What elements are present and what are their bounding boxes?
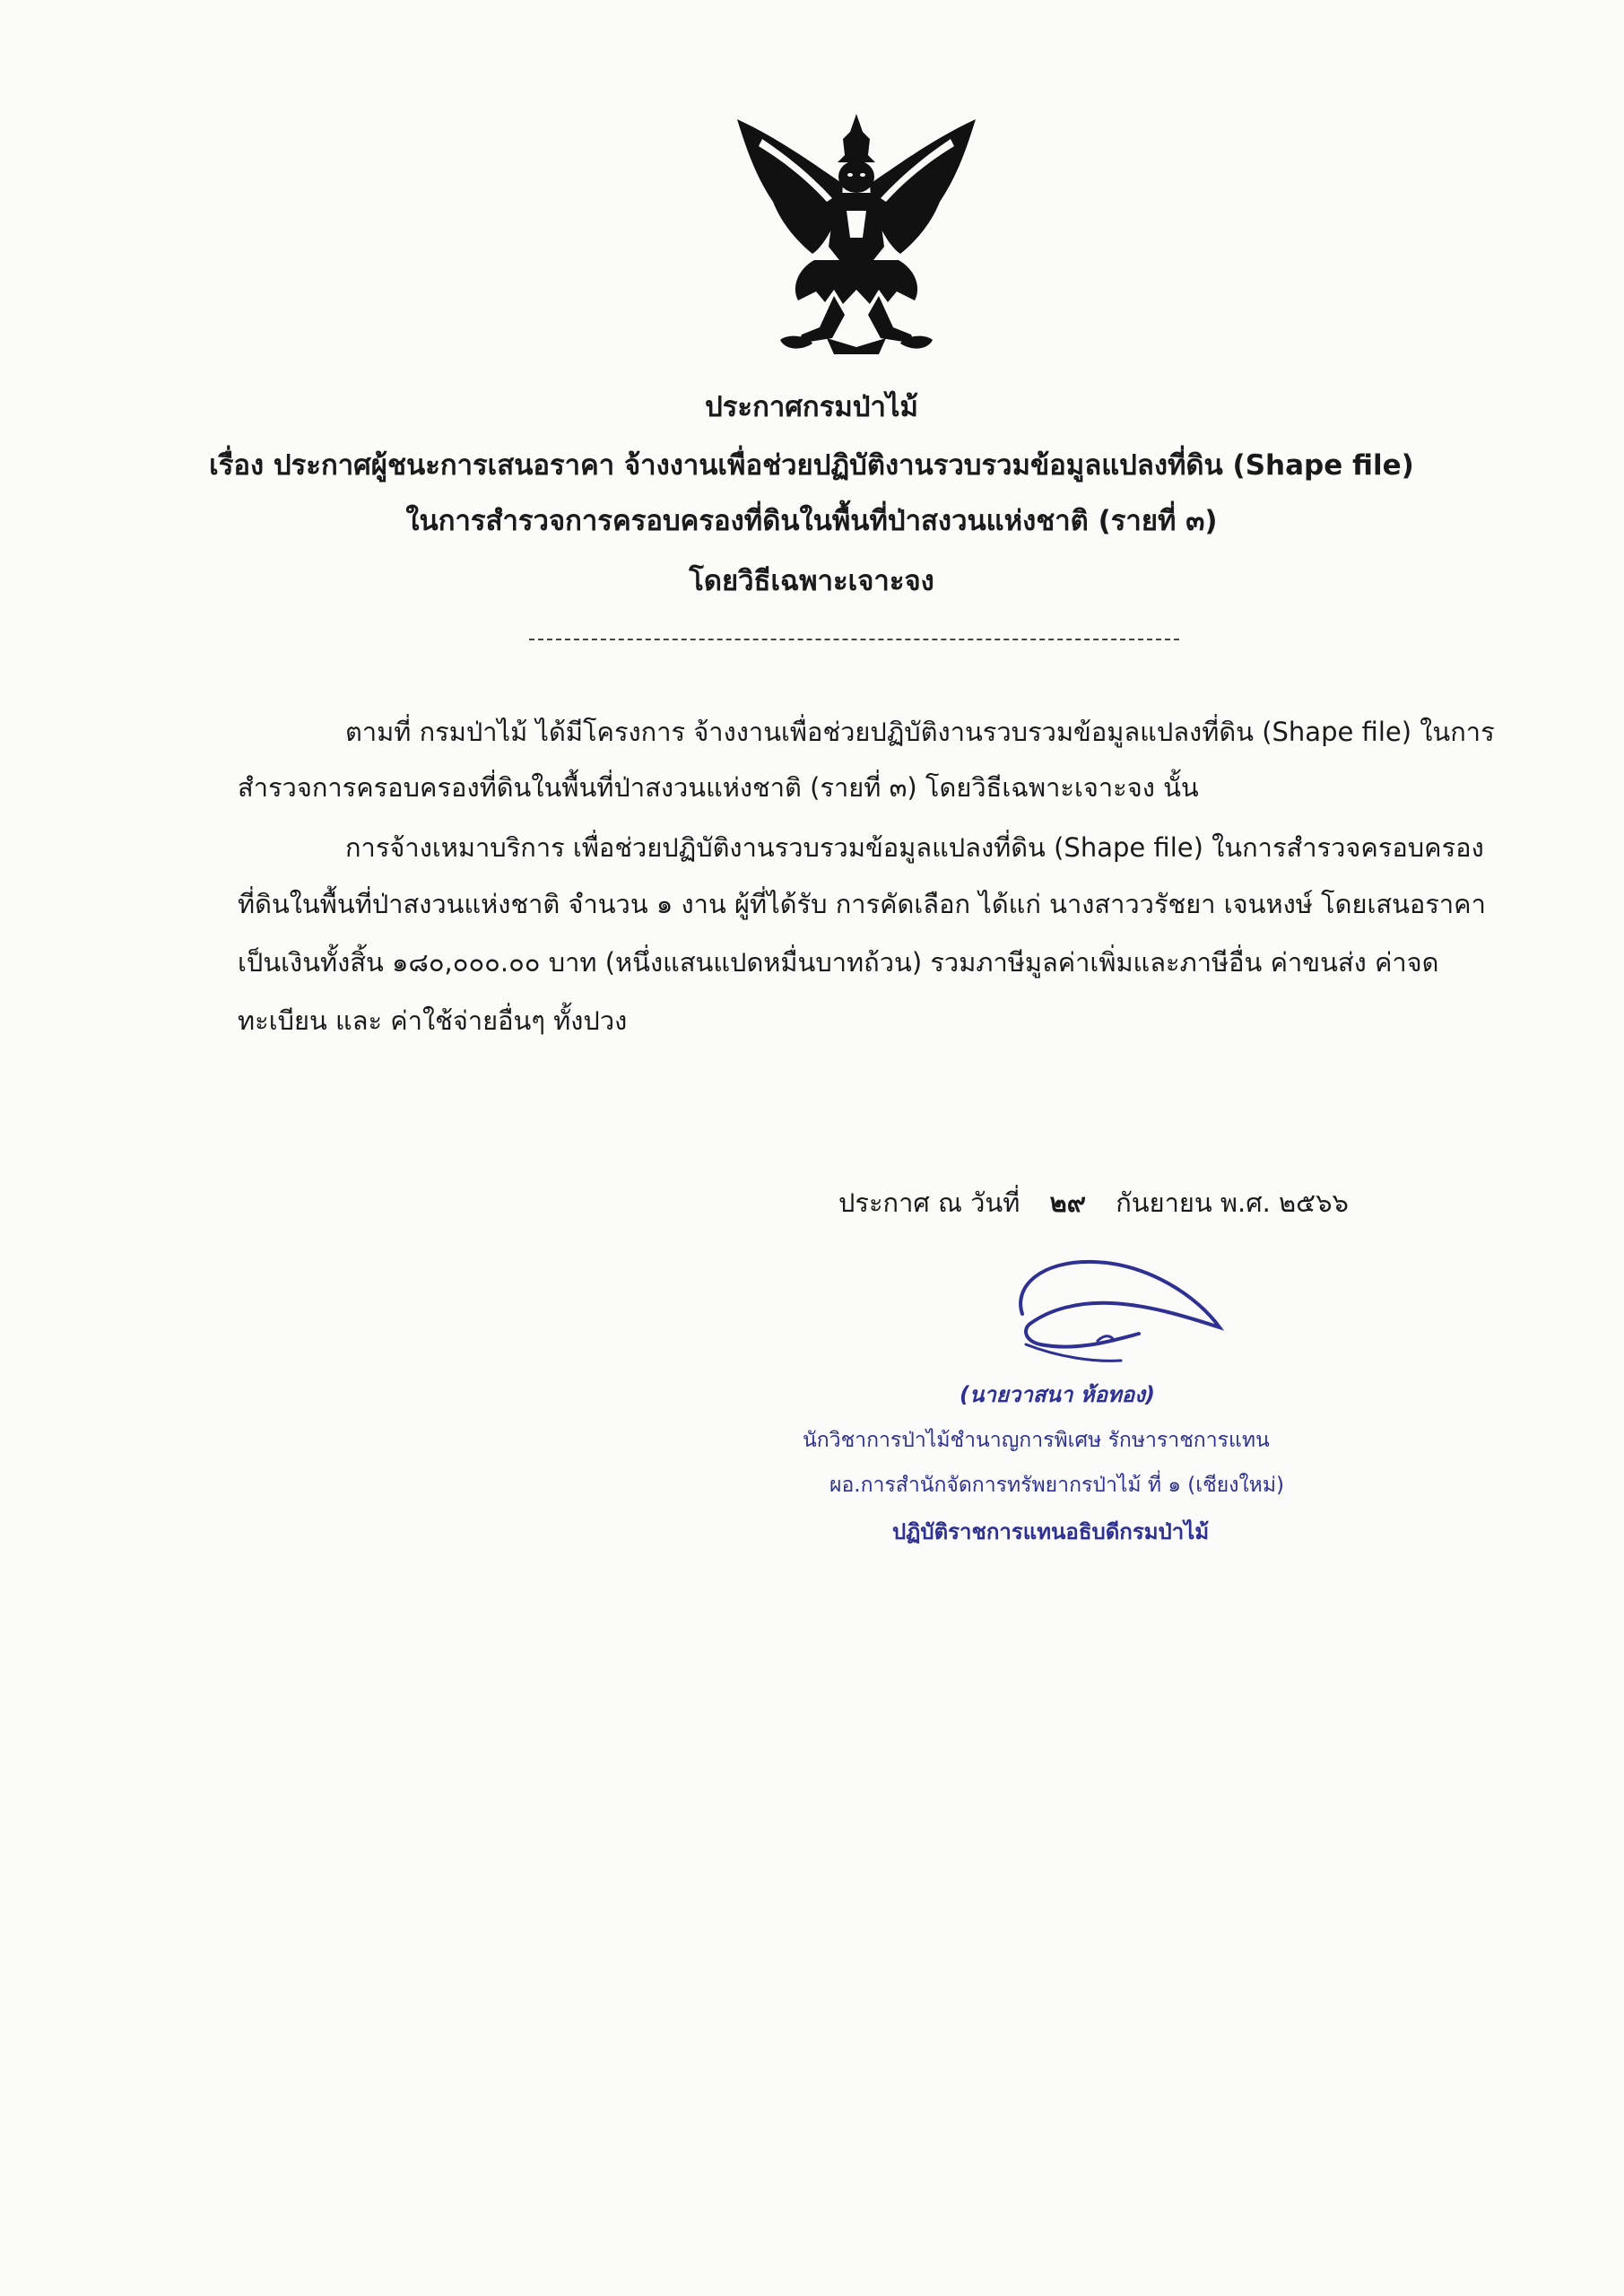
announce-suffix: กันยายน พ.ศ. ๒๕๖๖: [1116, 1187, 1349, 1218]
body-line: สำรวจการครอบครองที่ดินในพื้นที่ป่าสงวนแห่งชาติ (รายที่ ๓) โดยวิธีเฉพาะเจาะจง นั้น: [238, 772, 1199, 803]
body-line: เป็นเงินทั้งสิ้น ๑๘๐,๐๐๐.๐๐ บาท (หนึ่งแสนแปดหมื่นบาทถ้วน) รวมภาษีมูลค่าเพิ่มและภาษีอื่น ค่าขนส่ง ค่าจด: [238, 947, 1439, 978]
document-title: ประกาศกรมป่าไม้: [705, 391, 918, 423]
announce-day: ๒๙: [1049, 1187, 1086, 1218]
body-line: การจ้างเหมาบริการ เพื่อช่วยปฏิบัติงานรวบรวมข้อมูลแปลงที่ดิน (Shape file) ในการสำรวจครอบครอง: [345, 832, 1484, 863]
signatory-position-2: ผอ.การสำนักจัดการทรัพยากรป่าไม้ ที่ ๑ (เชียงใหม่): [829, 1474, 1284, 1497]
body-line: ตามที่ กรมป่าไม้ ได้มีโครงการ จ้างงานเพื่อช่วยปฏิบัติงานรวบรวมข้อมูลแปลงที่ดิน (Shape file) ในการ: [345, 717, 1495, 747]
body-line: ทะเบียน และ ค่าใช้จ่ายอื่นๆ ทั้งปวง: [238, 1005, 628, 1036]
body-line: ที่ดินในพื้นที่ป่าสงวนแห่งชาติ จำนวน ๑ งาน ผู้ที่ได้รับ การคัดเลือก ได้แก่ นางสาววรัชยา เจนหงษ์ โดยเสนอราคา: [238, 889, 1486, 919]
announce-prefix: ประกาศ ณ วันที่: [838, 1187, 1020, 1218]
signatory-position-3: ปฏิบัติราชการแทนอธิบดีกรมป่าไม้: [892, 1519, 1210, 1544]
document-subject-line2: ในการสำรวจการครอบครองที่ดินในพื้นที่ป่าสงวนแห่งชาติ (รายที่ ๓): [405, 505, 1218, 537]
garuda-emblem: [726, 112, 986, 363]
document-subject-line3: โดยวิธีเฉพาะเจาะจง: [689, 565, 934, 597]
handwritten-signature: [1004, 1251, 1229, 1386]
signatory-position-1: นักวิชาการป่าไม้ชำนาญการพิเศษ รักษาราชการแทน: [803, 1429, 1270, 1452]
document-subject: เรื่อง ประกาศผู้ชนะการเสนอราคา จ้างงานเพื่อช่วยปฏิบัติงานรวบรวมข้อมูลแปลงที่ดิน (Shape file): [209, 449, 1414, 482]
signatory-name: (นายวาสนา ห้อทอง): [960, 1382, 1155, 1407]
separator-rule: [529, 639, 1179, 640]
announcement-date: [838, 1182, 1349, 1223]
